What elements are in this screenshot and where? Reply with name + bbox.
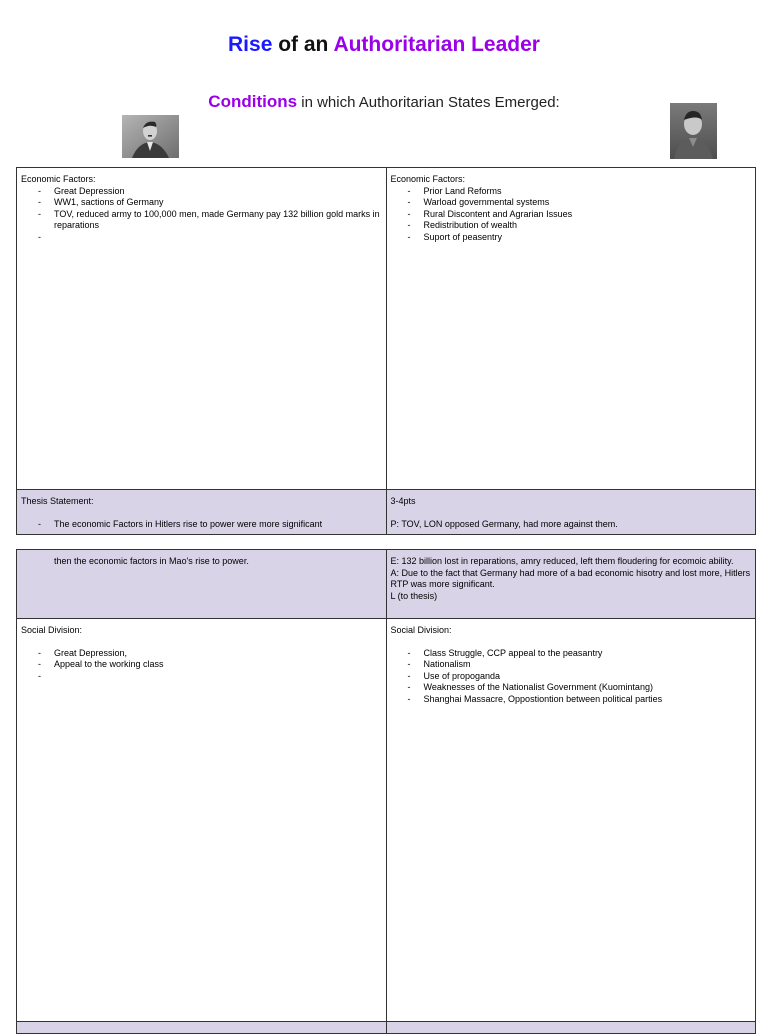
comparison-table-1 (16, 167, 756, 535)
cell-heading: Social Division: (390, 625, 452, 635)
list-item: - Great Depression (38, 186, 382, 198)
list-item: - Shanghai Massacre, Oppostiontion between political parties (408, 694, 752, 706)
analysis-line: A: Due to the fact that Germany had more of a bad economic hisotry and lost more, Hitlers RTP was more significant. (390, 567, 751, 589)
bullet-list (391, 648, 752, 706)
cell-eal-points (386, 550, 756, 619)
list-item: - Rural Discontent and Agrarian Issues (408, 209, 752, 221)
cell-heading: Economic Factors: (21, 174, 96, 184)
bullet-list (21, 648, 382, 683)
cell-points (386, 490, 756, 535)
title-part-rise: Rise (228, 33, 273, 56)
title-part-of-an: of an (272, 33, 334, 56)
subtitle-rest: in which Authoritarian States Emerged: (297, 94, 560, 111)
list-item: - TOV, reduced army to 100,000 men, made Germany pay 132 billion gold marks in reparations (38, 209, 382, 232)
subtitle-highlight: Conditions (208, 92, 298, 111)
list-item: - Redistribution of wealth (408, 220, 752, 232)
cell-next-row-right (386, 1022, 756, 1034)
cell-china-social (386, 619, 756, 1022)
cell-china-economic (386, 168, 756, 490)
evidence-line: E: 132 billion lost in reparations, amry reduced, left them floudering for ecomoic ability. (390, 556, 734, 566)
link-line: L (to thesis) (390, 590, 438, 601)
page-subtitle (0, 92, 768, 112)
list-item: - Suport of peasentry (408, 232, 752, 244)
bullet-list (391, 186, 752, 244)
portrait-photo-left (122, 115, 179, 158)
cell-germany-social (17, 619, 387, 1022)
list-item (38, 671, 382, 683)
thesis-continued-text: then the economic factors in Mao's rise to power. (54, 556, 249, 566)
list-item: - Appeal to the working class (38, 659, 382, 671)
comparison-table-2 (16, 549, 756, 1034)
list-item: - The economic Factors in Hitlers rise to power were more significant (38, 519, 382, 531)
bullet-list (21, 519, 382, 531)
cell-heading: Thesis Statement: (21, 496, 94, 506)
list-item: - Great Depression, (38, 648, 382, 660)
cell-heading: Social Division: (21, 625, 83, 635)
cell-next-row-left (17, 1022, 387, 1034)
list-item: - Warload governmental systems (408, 197, 752, 209)
list-item: - Prior Land Reforms (408, 186, 752, 198)
list-item: - Class Struggle, CCP appeal to the peasantry (408, 648, 752, 660)
title-part-leader: Authoritarian Leader (333, 33, 540, 56)
cell-germany-economic (17, 168, 387, 490)
page-title (0, 33, 768, 57)
point-line: P: TOV, LON opposed Germany, had more against them. (390, 518, 618, 529)
portrait-photo-right (670, 103, 717, 159)
list-item (38, 232, 382, 244)
cell-thesis-continued (17, 550, 387, 619)
cell-heading: 3-4pts (390, 496, 416, 506)
cell-heading: Economic Factors: (390, 174, 466, 184)
list-item: - WW1, sactions of Germany (38, 197, 382, 209)
list-item: - Nationalism (408, 659, 752, 671)
list-item: - Weaknesses of the Nationalist Government (Kuomintang) (408, 682, 752, 694)
cell-thesis-statement (17, 490, 387, 535)
bullet-list (21, 186, 382, 244)
list-item: - Use of propoganda (408, 671, 752, 683)
